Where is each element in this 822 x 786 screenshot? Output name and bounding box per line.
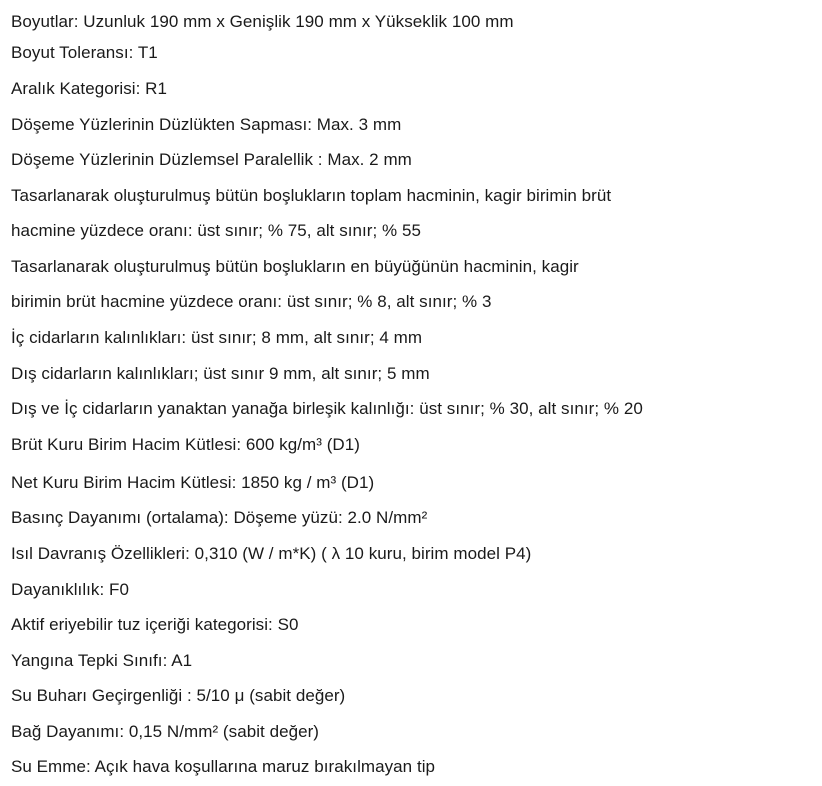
spec-line-fire-reaction: Yangına Tepki Sınıfı: A1 — [11, 651, 193, 670]
spec-line-flatness-deviation: Döşeme Yüzlerinin Düzlükten Sapması: Max. 3 mm — [11, 115, 402, 134]
spec-line-range-category: Aralık Kategorisi: R1 — [11, 79, 168, 98]
spec-line-durability: Dayanıklılık: F0 — [11, 580, 129, 599]
spec-line-bond-strength: Bağ Dayanımı: 0,15 N/mm² (sabit değer) — [11, 722, 320, 741]
spec-line-total-void-volume-1: Tasarlanarak oluşturulmuş bütün boşlukların toplam hacminin, kagir birimin brüt — [11, 186, 612, 205]
spec-line-outer-wall-thickness: Dış cidarların kalınlıkları; üst sınır 9 mm, alt sınır; 5 mm — [11, 364, 430, 383]
spec-line-largest-void-volume-1: Tasarlanarak oluşturulmuş bütün boşlukların en büyüğünün hacminin, kagir — [11, 257, 579, 276]
spec-line-dimensions: Boyutlar: Uzunluk 190 mm x Genişlik 190 mm x Yükseklik 100 mm — [11, 12, 514, 31]
spec-line-total-void-volume-2: hacmine yüzdece oranı: üst sınır; % 75, alt sınır; % 55 — [11, 221, 422, 240]
spec-line-thermal-properties: Isıl Davranış Özellikleri: 0,310 (W / m*K) ( λ 10 kuru, birim model P4) — [11, 544, 532, 563]
spec-line-combined-thickness: Dış ve İç cidarların yanaktan yanağa birleşik kalınlığı: üst sınır; % 30, alt sınır; % 20 — [11, 399, 643, 418]
spec-line-compressive-strength: Basınç Dayanımı (ortalama): Döşeme yüzü: 2.0 N/mm² — [11, 508, 428, 527]
spec-line-dimension-tolerance: Boyut Toleransı: T1 — [11, 43, 158, 62]
spec-line-plane-parallelism: Döşeme Yüzlerinin Düzlemsel Paralellik : Max. 2 mm — [11, 150, 412, 169]
spec-line-inner-wall-thickness: İç cidarların kalınlıkları: üst sınır; 8 mm, alt sınır; 4 mm — [11, 328, 423, 347]
spec-line-vapour-permeability: Su Buharı Geçirgenliği : 5/10 μ (sabit değer) — [11, 686, 346, 705]
spec-line-largest-void-volume-2: birimin brüt hacmine yüzdece oranı: üst sınır; % 8, alt sınır; % 3 — [11, 292, 492, 311]
spec-line-soluble-salt: Aktif eriyebilir tuz içeriği kategorisi: S0 — [11, 615, 299, 634]
spec-line-gross-dry-density: Brüt Kuru Birim Hacim Kütlesi: 600 kg/m³ (D1) — [11, 435, 360, 454]
spec-line-water-absorption: Su Emme: Açık hava koşullarına maruz bırakılmayan tip — [11, 757, 436, 776]
spec-line-net-dry-density: Net Kuru Birim Hacim Kütlesi: 1850 kg / m³ (D1) — [11, 473, 375, 492]
